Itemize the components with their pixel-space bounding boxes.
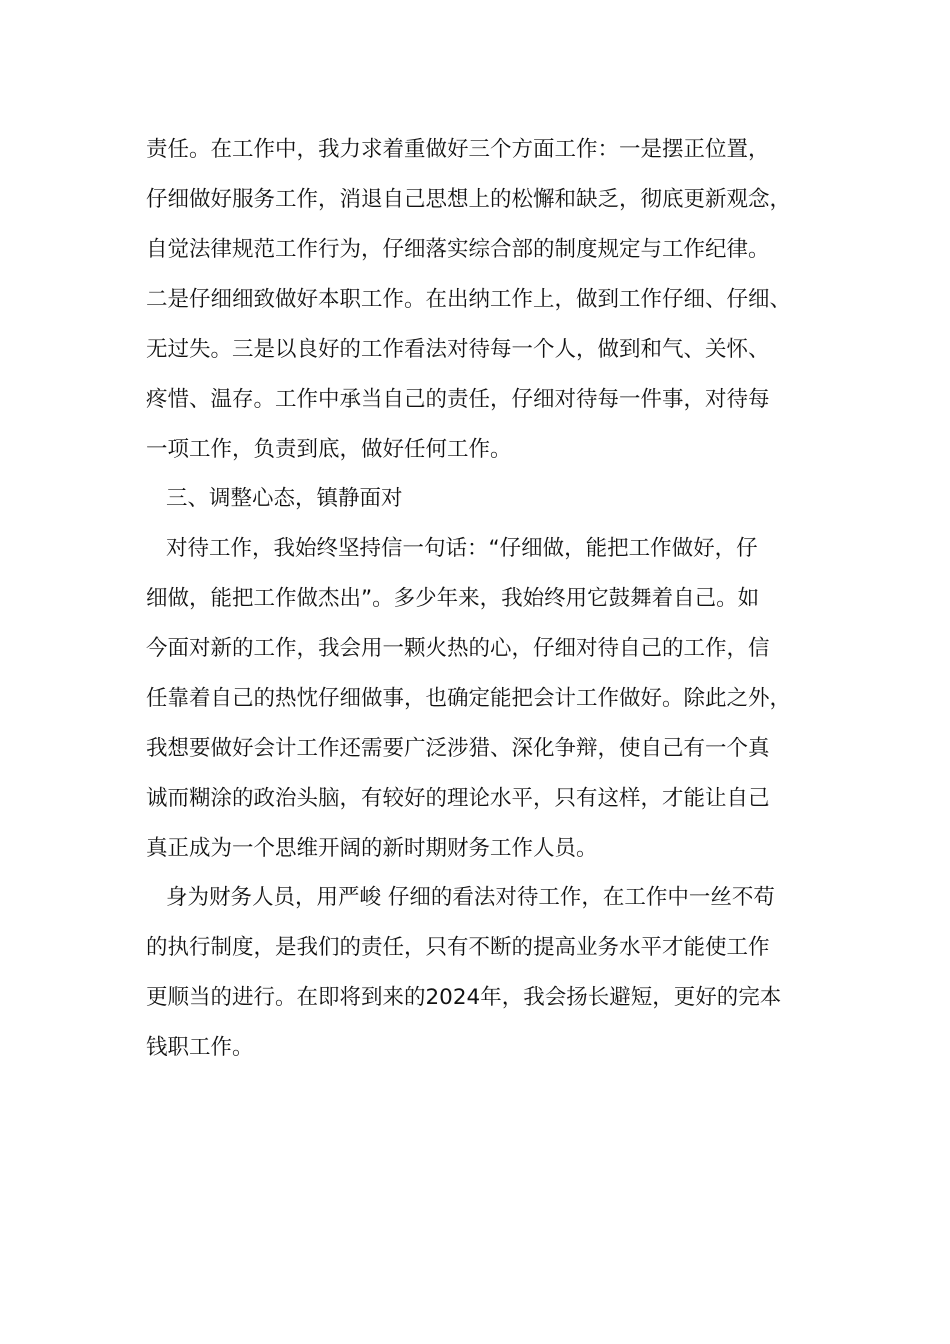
text-line: 更顺当的进行。在即将到来的2024年，我会扬长避短，更好的完本 bbox=[146, 985, 782, 1010]
text-line: 真正成为一个思维开阔的新时期财务工作人员。 bbox=[146, 836, 598, 861]
text-line: 细做，能把工作做杰出”。多少年来，我始终用它鼓舞着自己。如 bbox=[146, 586, 760, 611]
text-line: 诚而糊涂的政治头脑，有较好的理论水平，只有这样，才能让自己 bbox=[146, 786, 770, 811]
text-line: 疼惜、温存。工作中承当自己的责任，仔细对待每一件事，对待每 bbox=[146, 387, 770, 412]
paragraph-start-line: 身为财务人员，用严峻 仔细的看法对待工作，在工作中一丝不苟 bbox=[166, 885, 775, 910]
text-line: 一项工作，负责到底，做好任何工作。 bbox=[146, 437, 512, 462]
text-line: 责任。在工作中，我力求着重做好三个方面工作：一是摆正位置， bbox=[146, 137, 770, 162]
text-line: 的执行制度，是我们的责任，只有不断的提高业务水平才能使工作 bbox=[146, 935, 770, 960]
text-line: 我想要做好会计工作还需要广泛涉猎、深化争辩，使自己有一个真 bbox=[146, 736, 770, 761]
text-line: 二是仔细细致做好本职工作。在出纳工作上，做到工作仔细、仔细、 bbox=[146, 287, 792, 312]
text-line: 无过失。三是以良好的工作看法对待每一个人，做到和气、关怀、 bbox=[146, 337, 770, 362]
section-heading: 三、调整心态，镇静面对 bbox=[166, 486, 403, 511]
paragraph-start-line: 对待工作，我始终坚持信一句话：“仔细做，能把工作做好，仔 bbox=[166, 536, 758, 561]
text-line: 钱职工作。 bbox=[146, 1035, 254, 1060]
text-line: 任靠着自己的热忱仔细做事，也确定能把会计工作做好。除此之外， bbox=[146, 686, 792, 711]
text-line: 仔细做好服务工作，消退自己思想上的松懈和缺乏，彻底更新观念， bbox=[146, 187, 792, 212]
text-line: 自觉法律规范工作行为，仔细落实综合部的制度规定与工作纪律。 bbox=[146, 237, 770, 262]
text-line: 今面对新的工作，我会用一颗火热的心，仔细对待自己的工作，信 bbox=[146, 636, 770, 661]
